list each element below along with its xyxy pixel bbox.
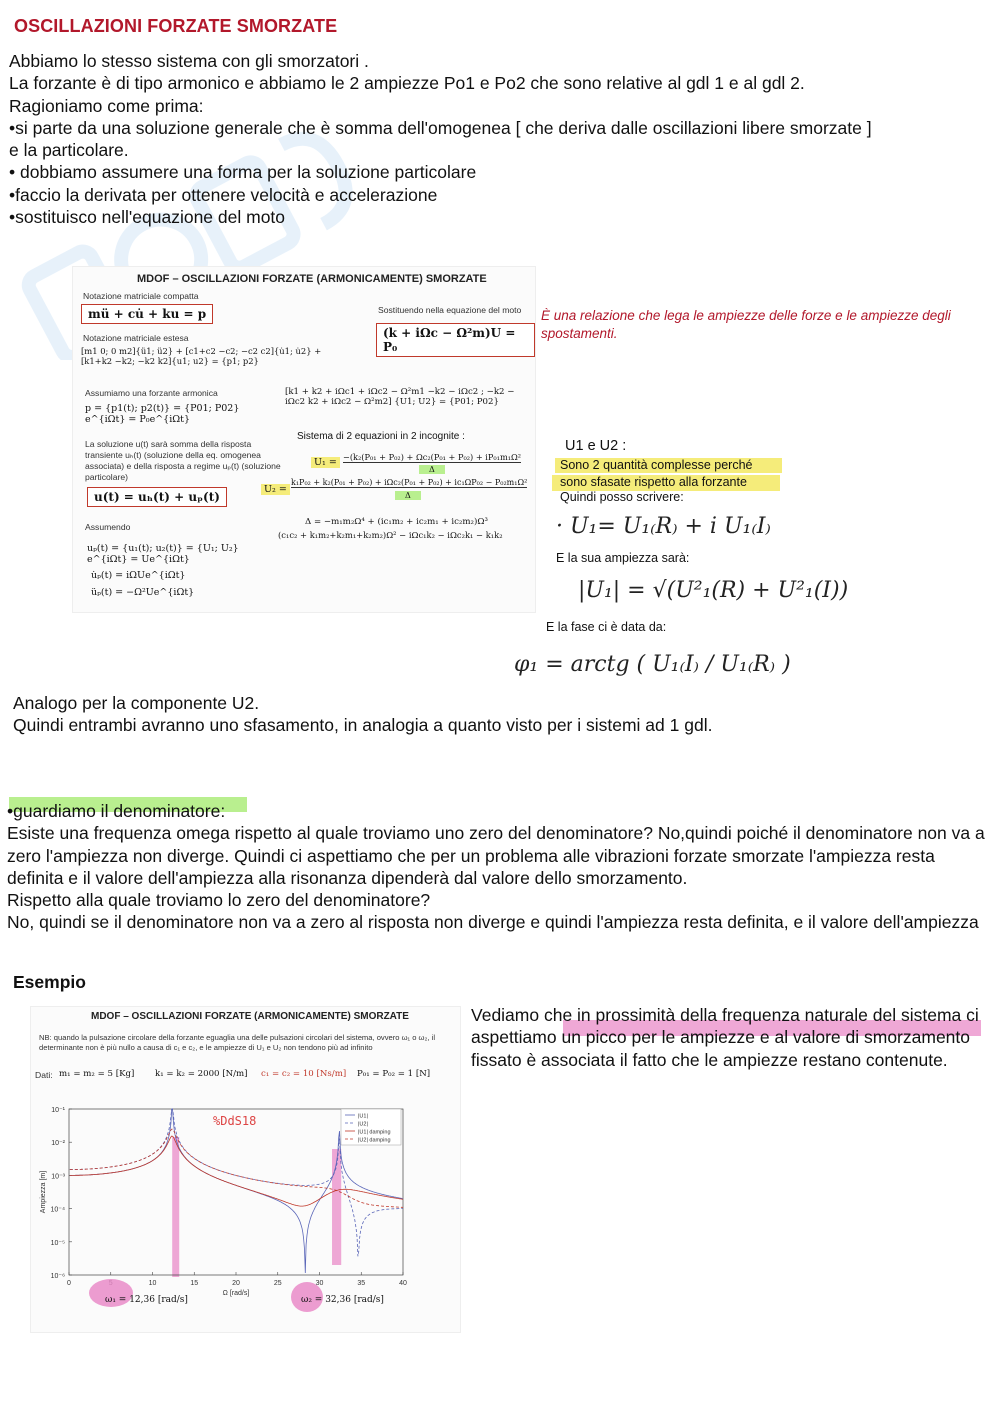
handwritten-u1: · U₁= U₁₍R₎ + i U₁₍I₎ <box>556 514 771 539</box>
slide2-title: MDOF – OSCILLAZIONI FORZATE (ARMONICAMENTE) SMORZATE <box>91 1011 409 1022</box>
substitution-equation: (k + iΩc − Ω²m)U = P₀ <box>376 323 535 357</box>
intro-line: La forzante è di tipo armonico e abbiamo le 2 ampiezze Po1 e Po2 che sono relative al gdl 1 e al gdl 2. <box>9 73 805 94</box>
x-tick-label: 30 <box>315 1280 324 1287</box>
x-tick-label: 40 <box>399 1280 407 1287</box>
particular-velocity: u̇ₚ(t) = iΩUe^{iΩt} <box>91 570 186 581</box>
x-tick-label: 15 <box>190 1280 199 1287</box>
u1-numerator: −(k₂(P₀₁ + P₀₂) + Ωc₂(P₀₁ + P₀₂) + iP₀₁m₁Ω² <box>343 452 522 462</box>
data-damping: c₁ = c₂ = 10 [Ns/m] <box>261 1069 347 1079</box>
amplitude-label: E la sua ampiezza sarà: <box>556 551 690 565</box>
harmonic-equation: p = {p1(t); p2(t)} = {P01; P02} e^{iΩt} = P₀e^{iΩt} <box>85 403 240 425</box>
solution-equation: u(t) = uₕ(t) + uₚ(t) <box>87 487 227 507</box>
nb-note: NB: quando la pulsazione circolare della forzante eguaglia una delle pulsazioni circolari del sistema, ovvero ω₁ o ω₂, il determinante non è più nullo a causa di c₁ e c₂, e le ampiezze di U₁ e U₂ non tendono più ad infinito <box>39 1033 436 1052</box>
example-slide <box>30 1006 461 1333</box>
phase-label: E la fase ci è data da: <box>546 620 667 634</box>
legend-label: |U1| <box>358 1113 368 1120</box>
assuming-label: Assumendo <box>85 522 131 532</box>
series-line <box>70 1136 403 1206</box>
analog-paragraph <box>13 692 973 737</box>
x-tick-label: 0 <box>67 1280 71 1287</box>
theory-slide <box>72 266 536 613</box>
substitution-label: Sostituendo nella equazione del moto <box>378 305 522 315</box>
analog-line: Analogo per la componente U2. <box>13 693 260 713</box>
delta-equation-2: (c₁c₂ + k₁m₂+k₂m₁+k₂m₂)Ω² − iΩc₁k₂ − iΩc₂k₁ − k₁k₂ <box>278 530 503 540</box>
legend-label: |U2| damping <box>358 1137 391 1144</box>
u1-label: U₁ = <box>311 457 340 468</box>
relation-note: È una relazione che lega le ampiezze delle forze e le ampiezze degli spostamenti. <box>541 308 951 341</box>
legend-label: |U1| damping <box>358 1129 391 1136</box>
intro-line: • dobbiamo assumere una forma per la soluzione particolare <box>9 162 477 183</box>
analog-line: Quindi entrambi avranno uno sfasamento, in analogia a quanto visto per i sistemi ad 1 gdl. <box>13 715 713 736</box>
chart-watermark: %DdS18 <box>213 1114 257 1128</box>
particular-solution: uₚ(t) = {u₁(t); u₂(t)} = {U₁; U₂} e^{iΩt} = Ue^{iΩt} <box>87 543 239 565</box>
x-tick-label: 25 <box>273 1280 282 1287</box>
denominator-paragraph <box>7 800 992 934</box>
extended-label: Notazione matriciale estesa <box>83 333 189 343</box>
denominator-bullet: •guardiamo il denominatore: <box>7 801 226 821</box>
intro-line: •si parte da una soluzione generale che è somma dell'omogenea [ che deriva dalle oscillazioni libere smorzate ] <box>9 117 872 138</box>
x-tick-label: 20 <box>232 1280 240 1287</box>
resonance-highlight <box>172 1137 179 1277</box>
y-axis-label: Ampiezza [m] <box>40 1170 47 1214</box>
compact-equation: mü + cu̇ + ku = p <box>81 304 213 324</box>
slide-title: MDOF – OSCILLAZIONI FORZATE (ARMONICAMENTE) SMORZATE <box>137 273 487 285</box>
example-text: Vediamo che in prossimità della frequenza naturale del sistema ci aspettiamo un picco per le ampiezze e al valore di smorzamento fissato è associata il fatto che le ampiezze restano contenute. <box>471 1005 979 1070</box>
u2-label: U₂ = <box>261 484 290 495</box>
intro-line: e la particolare. <box>9 140 129 161</box>
resonance-highlight <box>332 1149 341 1265</box>
y-tick-label: 10⁻⁴ <box>50 1206 65 1214</box>
complex-note-2: sono sfasate rispetto alla forzante <box>552 475 780 491</box>
intro-line: Abbiamo lo stesso sistema con gli smorzatori . <box>9 51 369 71</box>
x-tick-label: 10 <box>148 1280 157 1287</box>
u2-numerator: k₁P₀₂ + k₂(P₀₁ + P₀₂) + iΩc₂(P₀₁ + P₀₂) + ic₁ΩP₀₂ − P₀₂m₁Ω² <box>291 478 528 487</box>
u2-delta: Δ <box>395 491 421 500</box>
delta-equation-1: Δ = −m₁m₂Ω⁴ + (ic₁m₂ + ic₂m₁ + ic₂m₂)Ω³ <box>305 517 488 527</box>
system-label: Sistema di 2 equazioni in 2 incognite : <box>297 431 465 442</box>
x-axis-label: Ω [rad/s] <box>222 1290 250 1297</box>
extended-equation: [m1 0; 0 m2]{ü1; ü2} + [c1+c2 −c2; −c2 c2]{u̇1; u̇2} + [k1+k2 −k2; −k2 k2]{u1; u2} = {p1; p2} <box>81 346 322 366</box>
handwritten-amplitude: |U₁| = √(U²₁(R) + U²₁(I)) <box>578 578 849 603</box>
y-tick-label: 10⁻⁶ <box>50 1273 65 1280</box>
solution-text: La soluzione u(t) sarà somma della risposta transiente uₕ(t) (soluzione della eq. omogenea associata) e della risposta a regime uₚ(t) (soluzione particolare) <box>85 439 281 482</box>
intro-line: •sostituisco nell'equazione del moto <box>9 207 286 228</box>
data-force: P₀₁ = P₀₂ = 1 [N] <box>357 1069 431 1079</box>
legend-label: |U2| <box>358 1121 368 1128</box>
y-tick-label: 10⁻⁵ <box>50 1239 65 1247</box>
harmonic-label: Assumiamo una forzante armonica <box>85 388 218 398</box>
x-tick-label: 35 <box>357 1280 366 1287</box>
u1u2-label: U1 e U2 : <box>565 438 627 454</box>
y-tick-label: 10⁻³ <box>51 1173 65 1181</box>
intro-paragraph <box>9 50 989 228</box>
intro-line: •faccio la derivata per ottenere velocità e accelerazione <box>9 184 438 205</box>
example-heading: Esempio <box>13 972 86 992</box>
denominator-text: Esiste una frequenza omega rispetto al quale troviamo uno zero del denominatore? No,quindi poiché il denominatore non va a zero l'ampiezza non diverge. Quindi ci aspettiamo che per un problema alle vibrazioni forzate smorzate l'ampiezza resta definita e il valore dell'ampiezza alla risonanza dipenderà dal valore dello smorzamento. <box>7 823 985 888</box>
compact-label: Notazione matriciale compatta <box>83 291 199 301</box>
handwritten-phase: φ₁ = arctg ( U₁₍I₎ / U₁₍R₎ ) <box>514 652 791 677</box>
omega2-label: ω₂ = 32,36 [rad/s] <box>301 1295 384 1305</box>
denominator-question: Rispetto alla quale troviamo lo zero del denominatore? <box>7 890 431 911</box>
u1-delta: Δ <box>419 465 445 474</box>
amplitude-chart <box>31 1095 460 1332</box>
y-tick-label: 10⁻² <box>51 1140 65 1148</box>
complex-note-1: Sono 2 quantità complesse perché <box>555 458 782 473</box>
data-mass: m₁ = m₂ = 5 [Kg] <box>59 1069 135 1079</box>
write-label: Quindi posso scrivere: <box>560 490 684 504</box>
y-tick-label: 10⁻¹ <box>51 1107 65 1114</box>
data-stiffness: k₁ = k₂ = 2000 [N/m] <box>155 1069 248 1079</box>
matrix-equation: [k1 + k2 + iΩc1 + iΩc2 − Ω²m1 −k2 − iΩc2 ; −k2 − iΩc2 k2 + iΩc2 − Ω²m2] {U1; U2} = {P01; P02} <box>285 387 515 407</box>
data-label: Dati: <box>35 1070 53 1080</box>
intro-line: Ragioniamo come prima: <box>9 95 204 116</box>
particular-acceleration: üₚ(t) = −Ω²Ue^{iΩt} <box>91 587 195 598</box>
omega1-label: ω₁ = 12,36 [rad/s] <box>105 1295 188 1305</box>
denominator-answer: No, quindi se il denominatore non va a zero al risposta non diverge e quindi l'ampiezza resta definita, e il valore dell'ampiezza <box>7 912 979 933</box>
page-title: OSCILLAZIONI FORZATE SMORZATE <box>14 16 338 36</box>
